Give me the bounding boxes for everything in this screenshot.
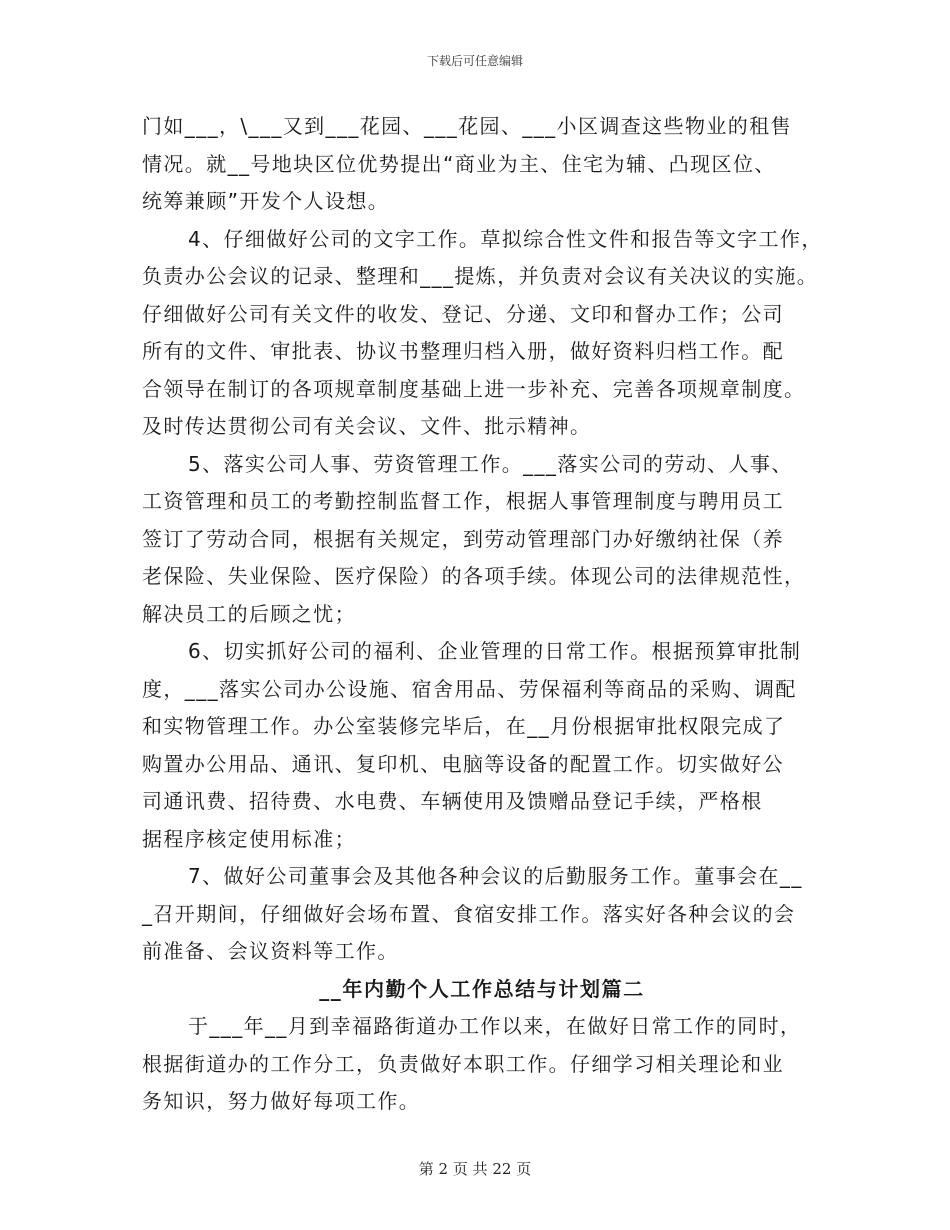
text-line: 门如___，\___又到___花园、___花园、___小区调查这些物业的租售 (142, 114, 792, 138)
text-line: _召开期间，仔细做好会场布置、食宿安排工作。落实好各种会议的会 (142, 901, 796, 926)
page-header: 下载后可任意编辑 (426, 54, 523, 68)
text-line: 司通讯费、招待费、水电费、车辆使用及馈赠品登记手续，严格根 (142, 789, 763, 813)
text-line: 所有的文件、审批表、协议书整理归档入册，做好资料归档工作。配 (142, 339, 784, 363)
text-line: 签订了劳动合同，根据有关规定，到劳动管理部门办好缴纳社保（养 (142, 526, 784, 551)
paragraph-start-5: 5、落实公司人事、劳资管理工作。___落实公司的劳动、人事、 (188, 451, 793, 476)
text-line: 统筹兼顾”开发个人设想。 (142, 189, 390, 213)
text-line: 负责办公会议的记录、整理和___提炼，并负责对会议有关决议的实施。 (142, 264, 819, 288)
section-heading: __年内勤个人工作总结与计划篇二 (319, 976, 645, 1001)
text-line: 根据街道办的工作分工，负责做好本职工作。仔细学习相关理论和业 (142, 1051, 784, 1076)
text-line: 工资管理和员工的考勤控制监督工作，根据人事管理制度与聘用员工 (142, 489, 784, 513)
paragraph-start-4: 4、仔细做好公司的文字工作。草拟综合性文件和报告等文字工作， (188, 226, 823, 251)
text-line: 情况。就__号地块区位优势提出“商业为主、住宅为辅、凸现区位、 (142, 151, 776, 176)
paragraph-start: 于___年__月到幸福路街道办工作以来，在做好日常工作的同时， (188, 1014, 802, 1038)
text-line: 务知识，努力做好每项工作。 (142, 1089, 421, 1113)
text-line: 仔细做好公司有关文件的收发、登记、分递、文印和督办工作；公司 (142, 301, 784, 326)
page-footer: 第 2 页 共 22 页 (418, 1160, 532, 1178)
text-line: 解决员工的后顾之忧； (142, 601, 356, 626)
text-line: 前准备、会议资料等工作。 (142, 939, 399, 963)
text-line: 及时传达贯彻公司有关会议、文件、批示精神。 (142, 414, 592, 438)
paragraph-start-7: 7、做好公司董事会及其他各种会议的后勤服务工作。董事会在__ (188, 864, 803, 888)
paragraph-start-6: 6、切实抓好公司的福利、企业管理的日常工作。根据预算审批制 (188, 639, 802, 663)
text-line: 据程序核定使用标准； (142, 826, 356, 851)
text-line: 老保险、失业保险、医疗保险）的各项手续。体现公司的法律规范性， (142, 564, 806, 588)
text-line: 度，___落实公司办公设施、宿舍用品、劳保福利等商品的采购、调配 (142, 676, 797, 701)
text-line: 和实物管理工作。办公室装修完毕后，在__月份根据审批权限完成了 (142, 714, 786, 738)
document-body (142, 108, 822, 1121)
text-line: 购置办公用品、通讯、复印机、电脑等设备的配置工作。切实做好公 (142, 751, 784, 776)
text-line: 合领导在制订的各项规章制度基础上进一步补充、完善各项规章制度。 (142, 376, 806, 401)
